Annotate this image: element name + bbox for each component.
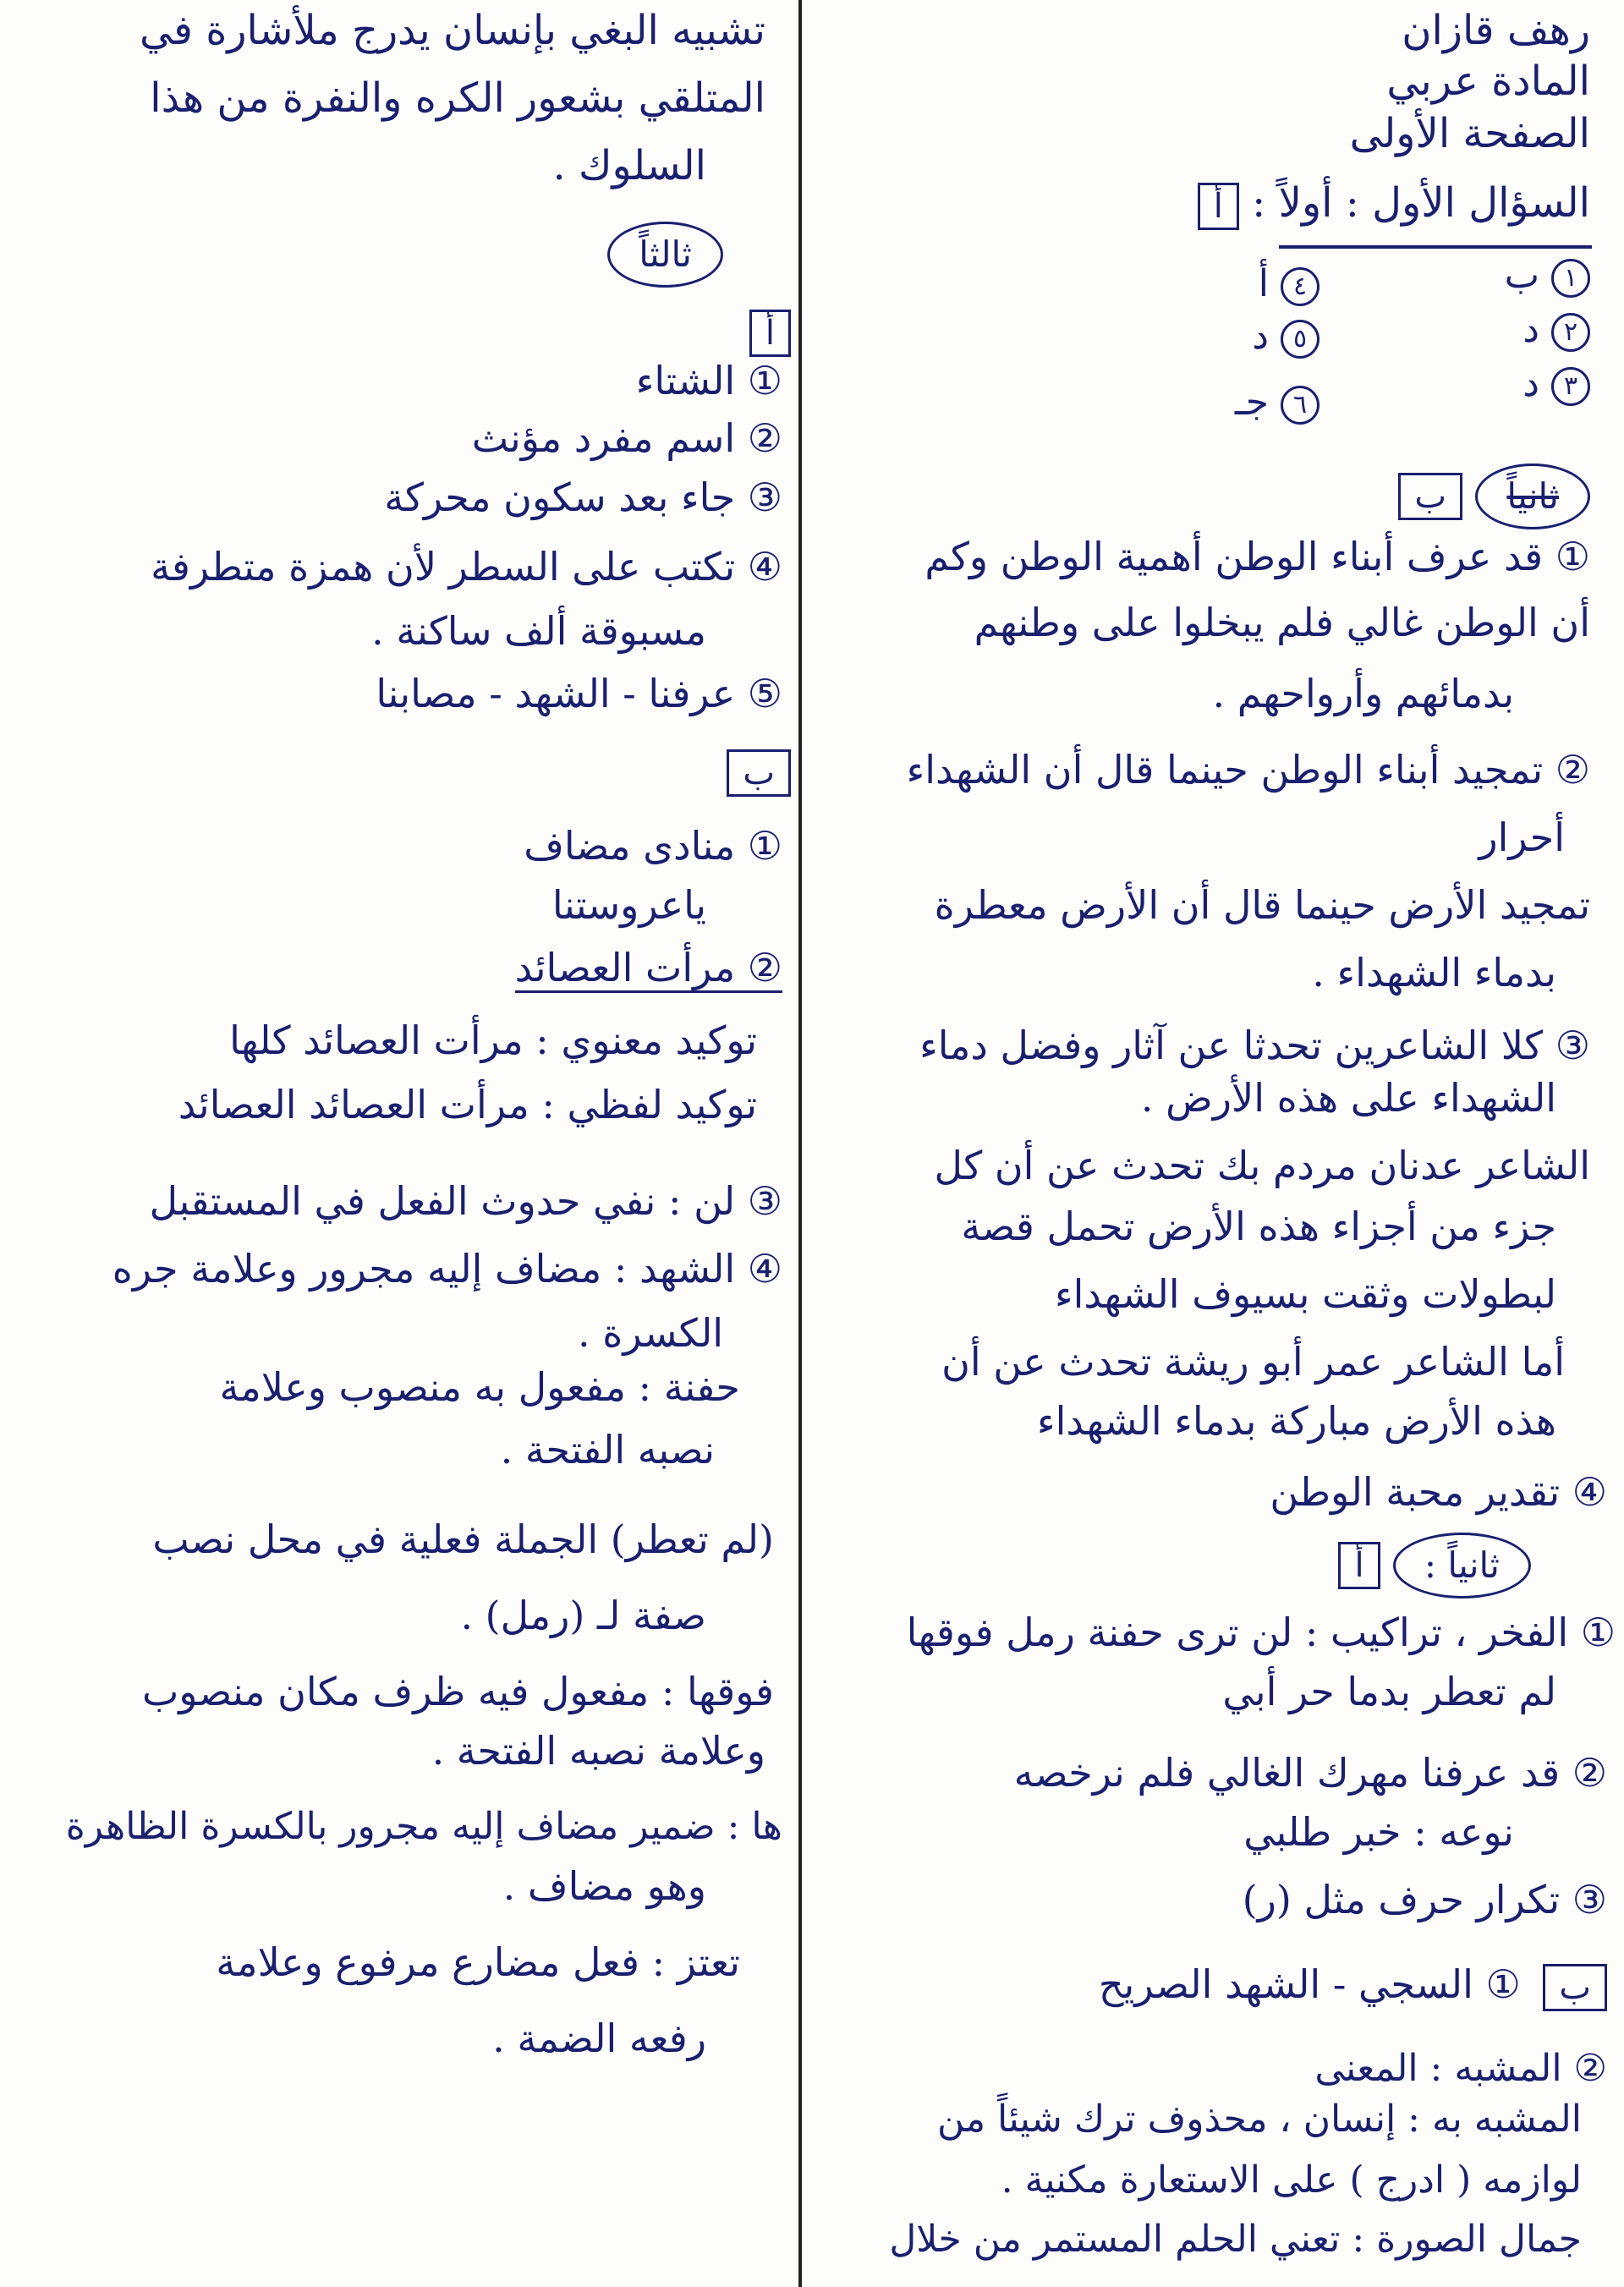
answer-line (515, 942, 782, 993)
subject-label: المادة عربي (1386, 58, 1590, 105)
answer-line: ④ الشهد : مضاف إليه مجرور وعلامة جره (112, 1246, 782, 1292)
left-column (8, 0, 791, 2287)
section-b2-text: ① السجي - الشهد الصريح (1098, 1961, 1521, 2007)
answer-line: توكيد معنوي : مرأت العصائد كلها (229, 1017, 757, 1063)
answer-line: بدمائهم وأرواحهم . (1212, 671, 1514, 716)
answer-line: ① قد عرف أبناء الوطن أهمية الوطن وكم (924, 534, 1590, 579)
answer-line: تمجيد الأرض حينما قال أن الأرض معطرة (934, 882, 1590, 928)
answer-line: هذه الأرض مباركة بدماء الشهداء (1037, 1398, 1556, 1444)
answer-line: تشبيه البغي بإنسان يدرج ملأشارة في (139, 7, 765, 54)
mc-number: ٢ (1551, 313, 1590, 352)
answer-line: ① الفخر ، تراكيب : لن ترى حفنة رمل فوقها (906, 1610, 1616, 1655)
right-column (812, 0, 1616, 2287)
answer-line: ⑤ عرفنا - الشهد - مصابنا (376, 671, 782, 716)
answer-line: ② قد عرفنا مهرك الغالي فلم نرخصه (1013, 1750, 1607, 1796)
column-divider (798, 0, 802, 2287)
mc-answer: د (1252, 315, 1269, 358)
answer-line: ④ تكتب على السطر لأن همزة متطرفة (151, 544, 782, 590)
section-b2-heading (1099, 1959, 1607, 2011)
answer-line: بدماء الشهداء . (1312, 950, 1556, 995)
second-heading-box: أ (1338, 1542, 1380, 1589)
answer-line: ① الشتاء (635, 358, 782, 403)
multiple-choice-answers (1150, 254, 1590, 431)
answer-line: مسبوقة ألف ساكنة . (371, 608, 706, 654)
mc-answer: د (1522, 308, 1539, 351)
section-b2-box: ب (1543, 1964, 1607, 2011)
answer-line: صفة لـ (رمل) . (460, 1593, 706, 1638)
mc-number: ٣ (1551, 367, 1590, 406)
answer-line: لوازمه ( ادرج ) على الاستعارة مكنية . (1001, 2158, 1582, 2202)
mc-answer: د (1522, 362, 1539, 405)
answer-line: لم تعطر بدما حر أبي (1222, 1669, 1556, 1714)
answer-line: رفعه الضمة . (492, 2016, 706, 2061)
question-1-text: السؤال الأول : أولاً : (1252, 179, 1590, 227)
question-1-box: أ (1198, 183, 1239, 230)
mc-number: ٦ (1281, 386, 1320, 425)
mc-number: ٥ (1281, 320, 1320, 359)
answer-line: أما الشاعر عمر أبو ريشة تحدث عن أن (941, 1339, 1565, 1385)
student-name: رهف قازان (1402, 7, 1590, 54)
mc-item-1 (1505, 254, 1590, 298)
answer-line: أن الوطن غالي فلم يبخلوا على وطنهم (974, 600, 1590, 645)
answer-line: ② اسم مفرد مؤنث (471, 415, 782, 461)
struck-heading: ثانياً (1475, 463, 1590, 529)
answer-line: الشاعر عدنان مردم بك تحدث عن أن كل (934, 1143, 1590, 1188)
mc-item-5 (1252, 315, 1320, 359)
left-b-box: ب (727, 749, 791, 797)
mc-answer: ب (1504, 254, 1539, 297)
section-b-heading (1388, 463, 1590, 529)
second-heading-oval: ثانياً : (1393, 1533, 1531, 1599)
underlined-answer: ② مرأت العصائد (515, 945, 782, 993)
answer-line: المشبه به : إنسان ، محذوف ترك شيئاً من (937, 2098, 1582, 2141)
answer-line: جمال الصورة : تعني الحلم المستمر من خلال (889, 2218, 1582, 2261)
mc-item-2 (1522, 308, 1590, 352)
answer-line: المتلقي بشعور الكره والنفرة من هذا (150, 74, 765, 122)
answer-line: نصبه الفتحة . (500, 1427, 715, 1473)
heading-underline (1279, 245, 1592, 249)
page-label: الصفحة الأولى (1349, 110, 1590, 157)
answer-line: ③ جاء بعد سكون محركة (384, 474, 782, 520)
second-heading (1328, 1533, 1531, 1599)
answer-line: السلوك . (552, 142, 706, 189)
answer-line: أحرار (1479, 814, 1565, 860)
answer-line: جزء من أجزاء هذه الأرض تحمل قصة (961, 1204, 1556, 1249)
mc-item-6 (1235, 381, 1320, 425)
answer-line: حفنة : مفعول به منصوب وعلامة (219, 1364, 740, 1410)
section-b-box: ب (1398, 473, 1462, 520)
answer-line: ③ تكرار حرف مثل (ر) (1242, 1877, 1607, 1922)
third-box: أ (749, 310, 791, 357)
third-heading (607, 222, 723, 288)
answer-line: تعتز : فعل مضارع مرفوع وعلامة (216, 1939, 740, 1985)
mc-number: ١ (1551, 259, 1590, 298)
answer-line: ③ لن : نفي حدوث الفعل في المستقبل (149, 1178, 782, 1224)
answer-line: وهو مضاف . (502, 1863, 706, 1909)
third-heading-oval: ثالثاً (607, 222, 723, 288)
answer-line: ها : ضمير مضاف إليه مجرور بالكسرة الظاهرة (65, 1805, 782, 1848)
mc-number: ٤ (1281, 267, 1320, 306)
answer-line: وعلامة نصبه الفتحة . (431, 1728, 765, 1774)
answer-line: توكيد لفظي : مرأت العصائد العصائد (178, 1082, 757, 1127)
answer-line: الشهداء على هذه الأرض . (1140, 1075, 1556, 1121)
answer-line: ① منادى مضاف (524, 823, 782, 869)
third-box-line (739, 304, 791, 357)
answer-line: الكسرة . (578, 1310, 723, 1356)
mc-item-4 (1259, 262, 1320, 306)
answer-line: ④ تقدير محبة الوطن (1270, 1469, 1607, 1515)
answer-line: فوقها : مفعول فيه ظرف مكان منصوب (141, 1669, 774, 1714)
mc-item-3 (1522, 362, 1590, 406)
answer-line: ياعروستنا (551, 882, 706, 928)
left-b-box-line (716, 744, 791, 797)
mc-answer: جـ (1234, 381, 1269, 424)
answer-line: ② تمجيد أبناء الوطن حينما قال أن الشهداء (906, 747, 1590, 792)
answer-line: نوعه : خبر طلبي (1243, 1809, 1514, 1855)
mc-answer: أ (1258, 262, 1269, 305)
answer-line: (لم تعطر) الجملة فعلية في محل نصب (152, 1516, 774, 1562)
answer-line: ② المشبه : المعنى (1314, 2047, 1607, 2090)
answer-line: لبطولات وثقت بسيوف الشهداء (1054, 1271, 1556, 1317)
answer-line: ③ كلا الشاعرين تحدثا عن آثار وفضل دماء (919, 1023, 1590, 1068)
question-1-heading (1188, 178, 1590, 230)
